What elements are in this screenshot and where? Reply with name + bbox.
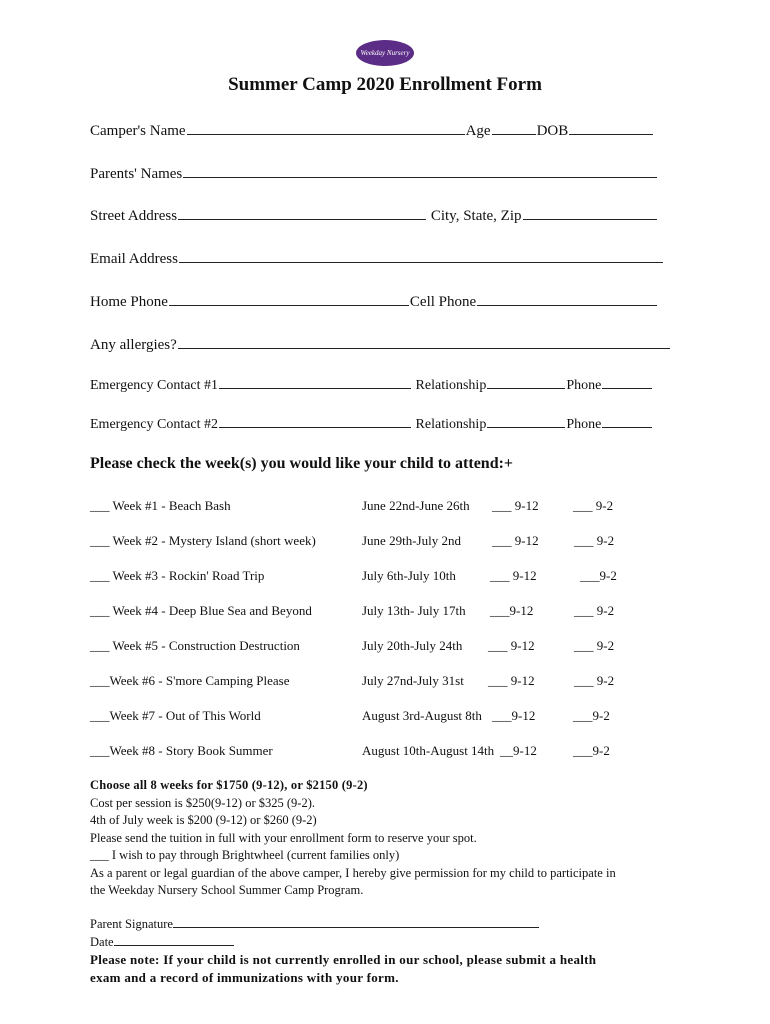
dob-field[interactable] [569,133,653,135]
home-phone-label: Home Phone [90,294,168,310]
parents-names-field[interactable] [183,176,657,178]
week-3-label[interactable]: ___ Week #3 - Rockin' Road Trip [90,568,265,583]
week-8-am-option[interactable]: __9-12 [500,743,537,758]
camper-name-field[interactable] [187,133,465,135]
week-2-pm-option[interactable]: ___ 9-2 [574,533,615,548]
parents-row [90,166,658,183]
emergency1-row [90,378,653,394]
cell-phone-field[interactable] [477,304,657,306]
week-3-am-option[interactable]: ___ 9-12 [490,568,537,583]
emergency2-label: Emergency Contact #2 [90,417,219,432]
email-label: Email Address [90,251,178,267]
health-note-line-2: exam and a record of immunizations with your form. [90,970,399,985]
week-3-dates: July 6th-July 10th [362,568,456,583]
phone2-label: Phone [566,417,602,432]
cell-phone-label: Cell Phone [409,294,477,310]
week-2-label[interactable]: ___ Week #2 - Mystery Island (short week) [90,533,316,548]
phone1-label: Phone [566,378,602,393]
parent-signature-field[interactable] [173,926,539,928]
week-6-label[interactable]: ___Week #6 - S'more Camping Please [90,673,290,688]
emergency1-field[interactable] [219,387,411,389]
all-weeks-offer: Choose all 8 weeks for $1750 (9-12), or $2150 (9-2) [90,778,368,792]
cost-per-session: Cost per session is $250(9-12) or $325 (9-2). [90,796,315,810]
emergency2-row [90,417,653,433]
dob-label: DOB [536,123,569,139]
brightwheel-option[interactable]: ___ I wish to pay through Brightwheel (current families only) [90,848,400,862]
school-logo [356,40,414,66]
week-2-dates: June 29th-July 2nd [362,533,461,548]
phone2-field[interactable] [602,426,652,428]
age-field[interactable] [492,133,536,135]
city-state-zip-label: City, State, Zip [430,208,522,224]
phone1-field[interactable] [602,387,652,389]
relationship1-label: Relationship [415,378,487,393]
phone-row [90,294,658,311]
week-6-dates: July 27nd-July 31st [362,673,464,688]
week-1-label[interactable]: ___ Week #1 - Beach Bash [90,498,231,513]
week-1-am-option[interactable]: ___ 9-12 [492,498,539,513]
week-8-pm-option[interactable]: ___9-2 [573,743,610,758]
allergies-row [90,337,671,354]
week-2-am-option[interactable]: ___ 9-12 [492,533,539,548]
week-5-am-option[interactable]: ___ 9-12 [488,638,535,653]
relationship2-label: Relationship [415,417,487,432]
email-field[interactable] [179,261,663,263]
week-1-dates: June 22nd-June 26th [362,498,470,513]
week-5-dates: July 20th-July 24th [362,638,463,653]
emergency2-field[interactable] [219,426,411,428]
week-1-pm-option[interactable]: ___ 9-2 [573,498,614,513]
age-label: Age [465,123,491,139]
week-4-pm-option[interactable]: ___ 9-2 [574,603,615,618]
home-phone-field[interactable] [169,304,409,306]
parent-signature-label: Parent Signature [90,917,173,931]
permission-line-2: the Weekday Nursery School Summer Camp Program. [90,883,364,897]
allergies-field[interactable] [178,347,670,349]
date-label: Date [90,935,114,949]
week-4-label[interactable]: ___ Week #4 - Deep Blue Sea and Beyond [90,603,312,618]
parent-signature-row [90,917,539,932]
july4-pricing: 4th of July week is $200 (9-12) or $260 (9-2) [90,813,317,827]
date-field[interactable] [114,944,234,946]
week-7-label[interactable]: ___Week #7 - Out of This World [90,708,261,723]
weeks-heading: Please check the week(s) you would like your child to attend:+ [90,455,514,472]
week-7-dates: August 3rd-August 8th [362,708,482,723]
week-7-am-option[interactable]: ___9-12 [492,708,536,723]
relationship1-field[interactable] [487,387,565,389]
tuition-note: Please send the tuition in full with your enrollment form to reserve your spot. [90,831,477,845]
parents-names-label: Parents' Names [90,166,183,182]
logo-text: Weekday Nursery [360,48,410,57]
city-state-zip-field[interactable] [523,218,657,220]
week-7-pm-option[interactable]: ___9-2 [573,708,610,723]
week-8-dates: August 10th-August 14th [362,743,495,758]
camper-row [90,123,654,140]
week-4-am-option[interactable]: ___9-12 [490,603,534,618]
street-address-field[interactable] [178,218,426,220]
camper-name-label: Camper's Name [90,123,186,139]
email-row [90,251,664,268]
allergies-label: Any allergies? [90,337,177,353]
date-row [90,935,234,950]
street-address-label: Street Address [90,208,178,224]
emergency1-label: Emergency Contact #1 [90,378,219,393]
permission-line-1: As a parent or legal guardian of the above camper, I hereby give permission for my child to participate in [90,866,616,880]
week-4-dates: July 13th- July 17th [362,603,466,618]
page-title: Summer Camp 2020 Enrollment Form [228,74,542,95]
week-6-am-option[interactable]: ___ 9-12 [488,673,535,688]
week-5-pm-option[interactable]: ___ 9-2 [574,638,615,653]
week-3-pm-option[interactable]: ___9-2 [580,568,617,583]
health-note-line-1: Please note: If your child is not currently enrolled in our school, please submit a health [90,952,597,967]
week-8-label[interactable]: ___Week #8 - Story Book Summer [90,743,273,758]
week-5-label[interactable]: ___ Week #5 - Construction Destruction [90,638,300,653]
relationship2-field[interactable] [487,426,565,428]
address-row [90,208,658,225]
week-6-pm-option[interactable]: ___ 9-2 [574,673,615,688]
